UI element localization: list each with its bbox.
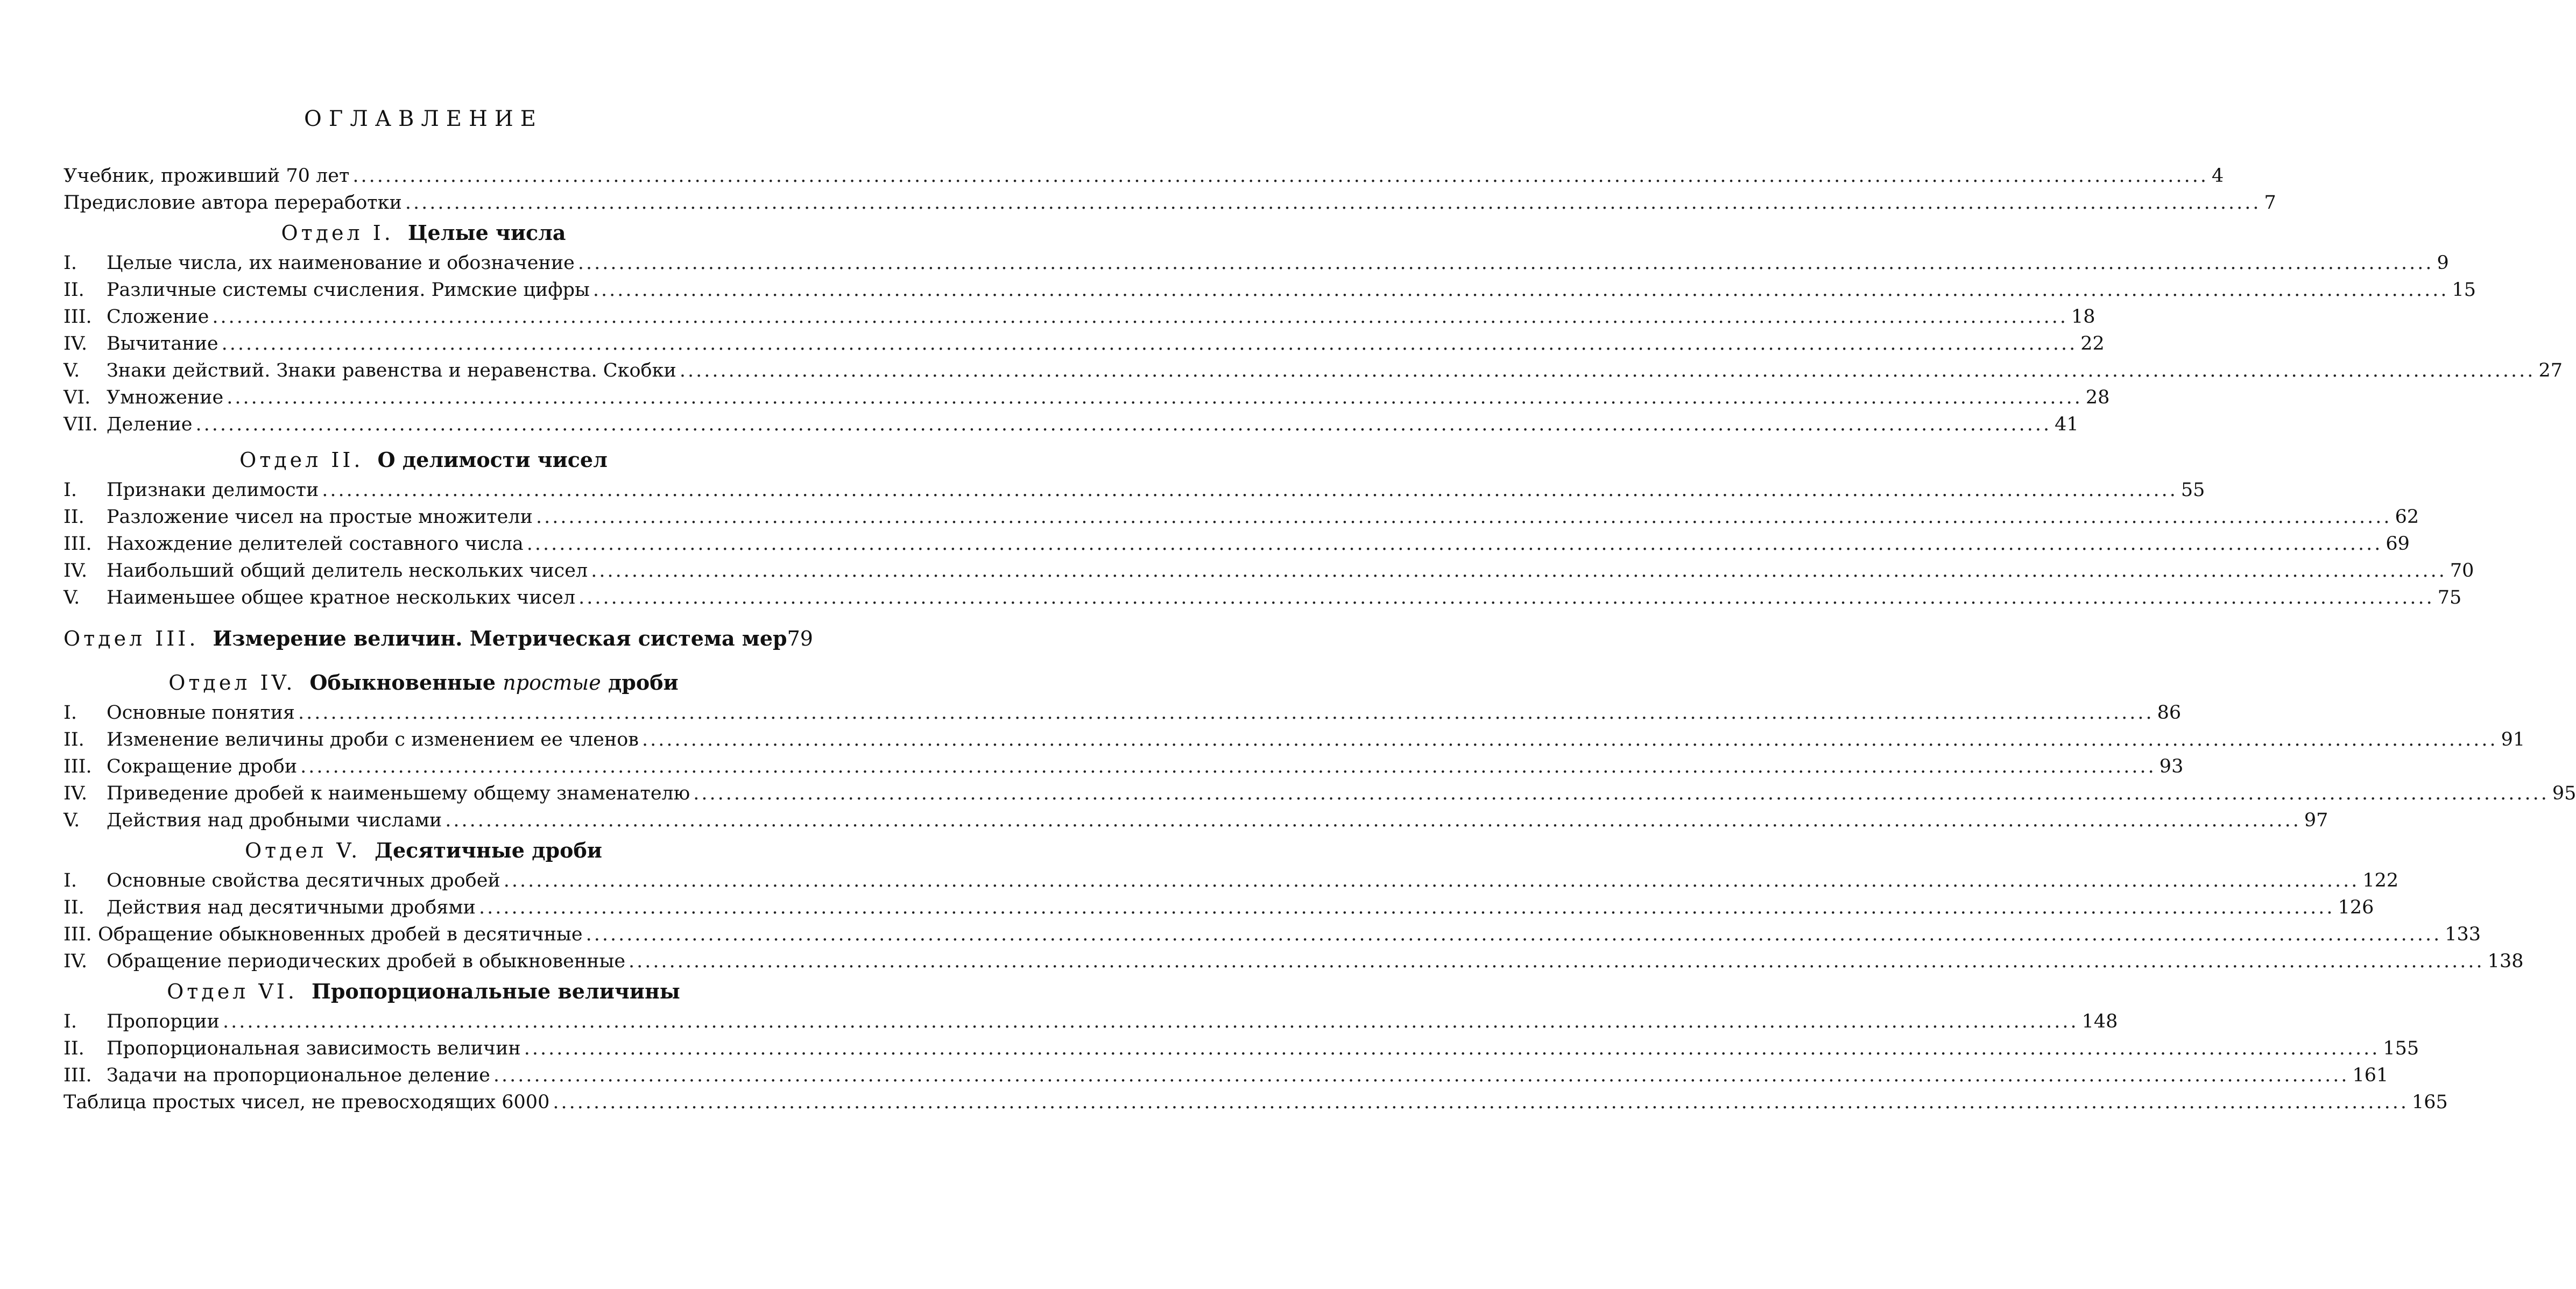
- section-prefix: Отдел I.: [281, 221, 394, 245]
- toc-entry[interactable]: [63, 411, 2079, 438]
- page-number: 70: [2450, 560, 2474, 582]
- page-title: ОГЛАВЛЕНИЕ: [304, 107, 543, 131]
- toc-entry[interactable]: [63, 303, 2095, 330]
- chapter-number: VI.: [63, 387, 91, 408]
- toc-entry[interactable]: [63, 250, 2449, 277]
- page-number: 165: [2411, 1092, 2448, 1113]
- page-number: 9: [2437, 252, 2449, 274]
- section-title-part: Обыкновенные: [309, 670, 496, 695]
- leader-dots: [479, 894, 2335, 921]
- toc-entry[interactable]: [63, 1062, 2389, 1089]
- toc-entry[interactable]: [63, 753, 2184, 780]
- toc-entry[interactable]: [63, 894, 2374, 921]
- page-number: 161: [2352, 1065, 2389, 1086]
- chapter-number: I.: [63, 870, 77, 891]
- leader-dots: [680, 357, 2536, 384]
- leader-dots: [298, 699, 2154, 726]
- section-title: Измерение величин. Метрическая система мер: [213, 626, 787, 650]
- toc-entry[interactable]: [63, 477, 2205, 504]
- page-number: 148: [2081, 1011, 2118, 1032]
- spacer: [63, 611, 784, 622]
- page-number: 75: [2437, 587, 2462, 608]
- chapter-number: III.: [63, 533, 92, 555]
- chapter-number: III.: [63, 306, 92, 328]
- chapter-number: IV.: [63, 333, 88, 355]
- entry-label: Разложение чисел на простые множители: [107, 506, 533, 528]
- section-heading-3[interactable]: [63, 622, 813, 655]
- entry-label: Приведение дробей к наименьшему общему знаменателю: [107, 783, 690, 804]
- entry-label: Деление: [107, 414, 193, 435]
- section-title: Пропорциональные величины: [311, 979, 680, 1003]
- chapter-number: I.: [63, 479, 77, 501]
- toc-entry[interactable]: [63, 726, 2525, 753]
- leader-dots: [536, 504, 2392, 530]
- leader-dots: [642, 726, 2498, 753]
- page-number: 69: [2386, 533, 2410, 555]
- chapter-number: II.: [63, 506, 84, 528]
- chapter-number: V.: [63, 360, 80, 381]
- leader-dots: [586, 921, 2442, 948]
- leader-dots: [223, 1008, 2079, 1035]
- leader-dots: [212, 303, 2068, 330]
- toc-entry[interactable]: [63, 504, 2419, 530]
- entry-label: Различные системы счисления. Римские цифры: [107, 279, 590, 301]
- chapter-number: II.: [63, 1038, 84, 1059]
- section-heading-2[interactable]: [63, 443, 784, 477]
- page-number: 138: [2487, 951, 2524, 972]
- entry-label: Изменение величины дроби с изменением ее членов: [107, 729, 639, 750]
- entry-label: Сокращение дроби: [107, 756, 298, 777]
- page-number: 133: [2445, 924, 2481, 945]
- leader-dots: [553, 1089, 2409, 1116]
- chapter-number: V.: [63, 810, 80, 831]
- toc-entry[interactable]: [63, 277, 2476, 303]
- section-prefix: Отдел VI.: [167, 980, 298, 1003]
- section-title: Десятичные дроби: [375, 838, 602, 862]
- toc-entry[interactable]: [63, 530, 2410, 557]
- leader-dots: [593, 277, 2449, 303]
- page-number: 122: [2362, 870, 2399, 891]
- section-heading-5[interactable]: [63, 834, 784, 867]
- entry-label: Целые числа, их наименование и обозначение: [107, 252, 575, 274]
- section-prefix: Отдел V.: [245, 839, 361, 862]
- entry-label: Действия над дробными числами: [107, 810, 442, 831]
- entry-label: Признаки делимости: [107, 479, 319, 501]
- entry-label: Наименьшее общее кратное нескольких чисел: [107, 587, 576, 608]
- leader-dots: [493, 1062, 2349, 1089]
- section-heading-6[interactable]: [63, 975, 784, 1008]
- spacer: [63, 655, 784, 666]
- toc-entry[interactable]: [63, 357, 2563, 384]
- leader-dots: [527, 530, 2383, 557]
- section-heading-4[interactable]: [63, 666, 784, 699]
- page-number: 18: [2071, 306, 2095, 328]
- entry-label: Обращение периодических дробей в обыкновенные: [107, 951, 626, 972]
- chapter-number: V.: [63, 587, 80, 608]
- chapter-number: III.: [63, 1065, 92, 1086]
- toc-entry[interactable]: [63, 330, 2105, 357]
- section-title-part: дроби: [608, 670, 679, 695]
- toc-entry[interactable]: [63, 699, 2182, 726]
- toc-entry[interactable]: [63, 1035, 2419, 1062]
- entry-label: Умножение: [107, 387, 224, 408]
- leader-dots: [504, 867, 2360, 894]
- toc-entry-prime-table[interactable]: [63, 1089, 2448, 1116]
- page-number: 41: [2055, 414, 2079, 435]
- leader-dots: [693, 780, 2549, 807]
- toc-entry[interactable]: [63, 921, 2481, 948]
- entry-label: Знаки действий. Знаки равенства и неравенства. Скобки: [107, 360, 676, 381]
- leader-dots: [227, 384, 2083, 411]
- section-title: Целые числа: [407, 221, 566, 245]
- page-number: 4: [2211, 165, 2224, 187]
- toc-entry[interactable]: [63, 780, 2576, 807]
- section-heading-text: [63, 622, 787, 655]
- section-prefix: Отдел II.: [239, 448, 364, 472]
- toc-entry[interactable]: [63, 867, 2399, 894]
- entry-label: Нахождение делителей составного числа: [107, 533, 524, 555]
- page-number: 155: [2383, 1038, 2419, 1059]
- chapter-number: II.: [63, 729, 84, 750]
- page-number: 22: [2080, 333, 2105, 355]
- page-number: 86: [2157, 702, 2182, 724]
- entry-label: Основные понятия: [107, 702, 295, 724]
- section-title: О делимости чисел: [377, 448, 608, 472]
- toc-entry[interactable]: [63, 948, 2524, 975]
- entry-label: Таблица простых чисел, не превосходящих 6000: [63, 1092, 550, 1113]
- leader-dots: [578, 250, 2434, 277]
- chapter-number: II.: [63, 279, 84, 301]
- toc-entry[interactable]: [63, 557, 2474, 584]
- leader-dots: [222, 330, 2078, 357]
- page-number: 55: [2180, 479, 2205, 501]
- entry-label: Пропорциональная зависимость величин: [107, 1038, 521, 1059]
- toc-entry[interactable]: [63, 384, 2110, 411]
- page-number: 27: [2538, 360, 2563, 381]
- entry-label: Действия над десятичными дробями: [107, 897, 476, 918]
- entry-label: Наибольший общий делитель нескольких чисел: [107, 560, 588, 582]
- entry-label: Задачи на пропорциональное деление: [107, 1065, 490, 1086]
- chapter-number: III.: [63, 924, 92, 945]
- toc-entry[interactable]: [63, 584, 2462, 611]
- chapter-number: IV.: [63, 951, 88, 972]
- section-title: [309, 666, 678, 699]
- entry-label: Пропорции: [107, 1011, 220, 1032]
- chapter-number: IV.: [63, 560, 88, 582]
- section-title-italic: простые: [503, 671, 601, 695]
- entry-label: Основные свойства десятичных дробей: [107, 870, 500, 891]
- page-number: 79: [787, 627, 813, 650]
- chapter-number: I.: [63, 1011, 77, 1032]
- chapter-number: I.: [63, 702, 77, 724]
- leader-dots: [629, 948, 2485, 975]
- section-prefix: Отдел IV.: [168, 671, 296, 695]
- toc-entry[interactable]: [63, 807, 2328, 834]
- leader-dots: [352, 162, 2208, 189]
- page-number: 126: [2338, 897, 2374, 918]
- toc-entries: [63, 162, 2576, 1116]
- section-prefix: Отдел III.: [63, 627, 199, 650]
- section-heading-1[interactable]: [63, 216, 784, 250]
- leader-dots: [445, 807, 2301, 834]
- page-number: 62: [2395, 506, 2419, 528]
- leader-dots: [322, 477, 2178, 504]
- page-number: 28: [2085, 387, 2110, 408]
- entry-label: Вычитание: [107, 333, 218, 355]
- chapter-number: II.: [63, 897, 84, 918]
- page-number: 95: [2552, 783, 2576, 804]
- toc-entry-preface[interactable]: [63, 189, 2276, 216]
- leader-dots: [578, 584, 2434, 611]
- page-number: 7: [2264, 192, 2276, 214]
- leader-dots: [300, 753, 2156, 780]
- chapter-number: I.: [63, 252, 77, 274]
- leader-dots: [405, 189, 2261, 216]
- chapter-number: III.: [63, 756, 92, 777]
- leader-dots: [524, 1035, 2380, 1062]
- entry-label: Сложение: [107, 306, 209, 328]
- leader-dots: [591, 557, 2447, 584]
- leader-dots: [195, 411, 2051, 438]
- page-number: 91: [2501, 729, 2525, 750]
- page-number: 97: [2304, 810, 2328, 831]
- spacer: [63, 438, 784, 443]
- entry-label: Учебник, проживший 70 лет: [63, 165, 350, 187]
- entry-label: Обращение обыкновенных дробей в десятичные: [98, 924, 583, 945]
- page-number: 15: [2452, 279, 2476, 301]
- page-number: 93: [2159, 756, 2184, 777]
- chapter-number: VII.: [63, 414, 98, 435]
- toc-entry-foreword[interactable]: [63, 162, 2224, 189]
- toc-entry[interactable]: [63, 1008, 2118, 1035]
- chapter-number: IV.: [63, 783, 88, 804]
- entry-label: Предисловие автора переработки: [63, 192, 402, 214]
